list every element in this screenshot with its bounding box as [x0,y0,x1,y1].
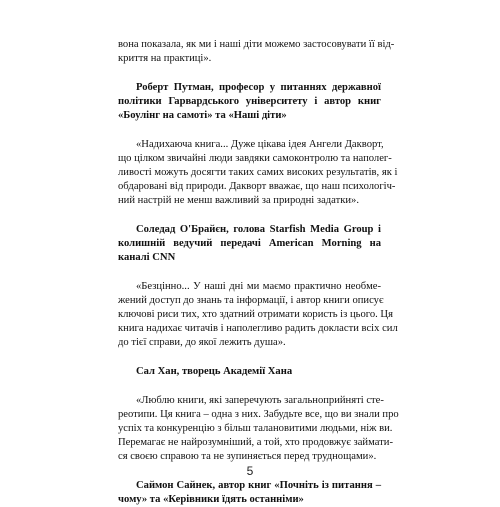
quote-khan [118,394,399,464]
author-line: чому» та «Керівники їдять останніми» [118,494,304,505]
author-line: «Боулінг на самоті» та «Наші діти» [118,110,287,121]
quote-line: «Люблю книги, які заперечують загальноприйняті сте- [136,395,384,406]
author-credit-obrien [118,223,381,265]
quote-putnam [118,138,398,208]
text-line: вона показала, як ми і наші діти можемо застосовувати її від- [118,39,395,50]
intro-paragraph [118,38,395,66]
quote-obrien [118,280,398,350]
author-line: Сал Хан, творець Академії Хана [136,366,293,377]
quote-line: успіх та конкуренцію з більш талановитими людьми, ніж ви. [118,423,393,434]
author-line: каналі CNN [118,252,176,263]
book-page [118,38,399,507]
author-line: Саймон Сайнек, автор книг «Почніть із питання – [136,480,381,491]
author-line: Роберт Путман, професор у питаннях державної [136,82,381,93]
author-line: Соледад О'Брайєн, голова Starfish Media Group і [136,224,381,235]
author-credit-sinek [118,479,381,507]
quote-line: ключові риси тих, хто здатний отримати користь із цього. Ця [118,309,393,320]
quote-line: що цілком звичайні люди завдяки самоконтролю та наполег- [118,153,392,164]
author-line: колишній ведучий передачі American Morning на [118,238,381,249]
quote-line: Перемагає не найрозумніший, а той, хто продовжує займати- [118,437,393,448]
quote-line: ливості можуть досягти таких самих високих результатів, як і [118,167,398,178]
quote-line: жений доступ до знань та інформації, і автор книги описує [118,295,384,306]
quote-line: «Безцінно... У наші дні ми маємо практично необме- [136,281,381,292]
quote-line: книга надихає читачів і наполегливо радить докласти всіх сил [118,323,398,334]
text-line: криття на практиці». [118,53,212,64]
author-line: політики Гарвардського університету і автор книг [118,96,381,107]
quote-line: ний настрій не менш важливий за природні задатки». [118,195,359,206]
author-credit-khan [118,365,381,379]
quote-line: ся своєю справою та не зупиняється перед труднощами». [118,451,377,462]
quote-line: «Надихаюча книга... Дуже цікава ідея Ангели Дакворт, [136,139,384,150]
quote-line: до тієї справи, до якої лежить душа». [118,337,286,348]
quote-line: реотипи. Ця книга – одна з них. Забудьте все, що ви знали про [118,409,399,420]
page-number: 5 [246,464,254,478]
quote-line: обдаровані від природи. Дакворт вважає, що наш психологіч- [118,181,396,192]
author-credit-putnam [118,81,381,123]
